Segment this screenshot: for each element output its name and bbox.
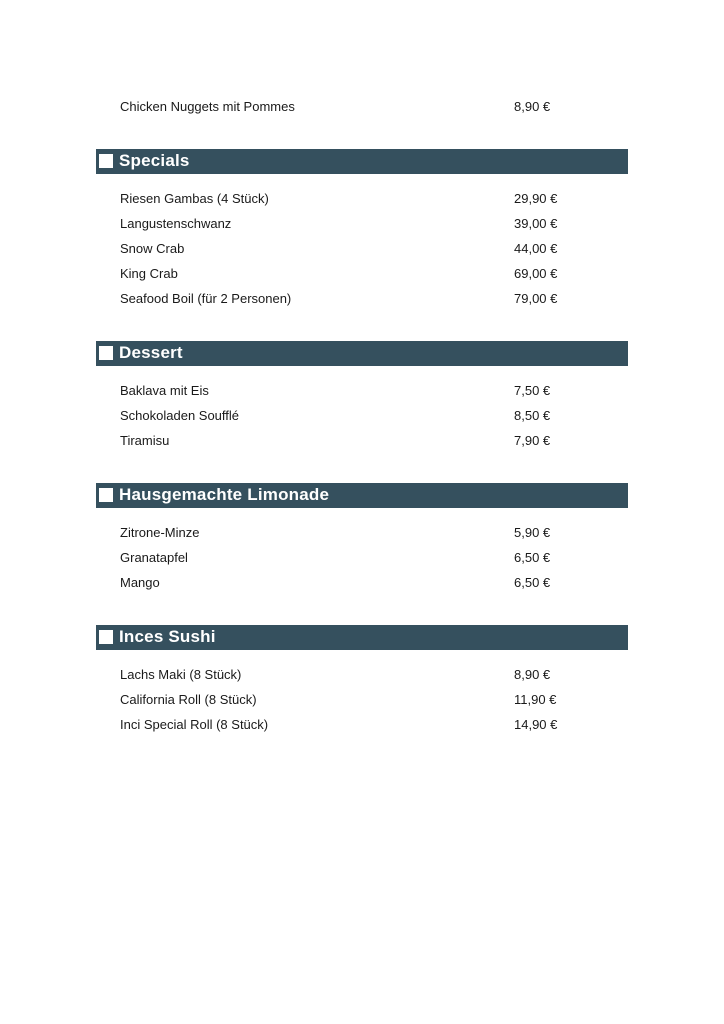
item-name: Seafood Boil (für 2 Personen) bbox=[120, 291, 292, 306]
item-price: 44,00 € bbox=[514, 241, 558, 256]
section-header bbox=[96, 341, 628, 366]
item-price: 79,00 € bbox=[514, 291, 558, 306]
item-name: Inci Special Roll (8 Stück) bbox=[120, 717, 269, 732]
section-header bbox=[96, 483, 628, 508]
item-name: Mango bbox=[120, 575, 160, 590]
menu-item-row bbox=[96, 712, 628, 737]
section-title: Dessert bbox=[119, 343, 183, 362]
menu-item-row bbox=[96, 211, 628, 236]
menu-item-row bbox=[96, 520, 628, 545]
section-items bbox=[96, 508, 628, 595]
menu-item-row bbox=[96, 545, 628, 570]
item-price: 8,90 € bbox=[514, 667, 551, 682]
item-price: 6,50 € bbox=[514, 550, 551, 565]
item-name: Snow Crab bbox=[120, 241, 185, 256]
section-specials bbox=[96, 149, 628, 311]
item-price: 29,90 € bbox=[514, 191, 558, 206]
section-title: Hausgemachte Limonade bbox=[119, 485, 330, 504]
section-dessert bbox=[96, 341, 628, 453]
section-items bbox=[96, 366, 628, 453]
menu-item-row bbox=[96, 261, 628, 286]
square-bullet-icon bbox=[99, 346, 113, 360]
menu-item-row bbox=[96, 186, 628, 211]
item-name: Chicken Nuggets mit Pommes bbox=[120, 99, 295, 114]
item-price: 14,90 € bbox=[514, 717, 558, 732]
section-items bbox=[96, 174, 628, 311]
menu-item-row bbox=[96, 687, 628, 712]
menu-item-row bbox=[96, 428, 628, 453]
item-name: Riesen Gambas (4 Stück) bbox=[120, 191, 269, 206]
item-name: Lachs Maki (8 Stück) bbox=[120, 667, 242, 682]
menu-item-row bbox=[96, 94, 628, 119]
item-name: Schokoladen Soufflé bbox=[120, 408, 240, 423]
section-inces-sushi bbox=[96, 625, 628, 737]
item-price: 7,50 € bbox=[514, 383, 551, 398]
menu-item-row bbox=[96, 378, 628, 403]
item-price: 69,00 € bbox=[514, 266, 558, 281]
section-header bbox=[96, 625, 628, 650]
item-name: California Roll (8 Stück) bbox=[120, 692, 257, 707]
item-price: 7,90 € bbox=[514, 433, 551, 448]
item-price: 8,50 € bbox=[514, 408, 551, 423]
square-bullet-icon bbox=[99, 154, 113, 168]
menu-item-row bbox=[96, 403, 628, 428]
item-name: Zitrone-Minze bbox=[120, 525, 200, 540]
square-bullet-icon bbox=[99, 488, 113, 502]
square-bullet-icon bbox=[99, 630, 113, 644]
item-price: 6,50 € bbox=[514, 575, 551, 590]
section-title: Specials bbox=[119, 151, 190, 170]
item-name: Granatapfel bbox=[120, 550, 188, 565]
menu-item-row bbox=[96, 570, 628, 595]
menu-item-row bbox=[96, 662, 628, 687]
item-price: 11,90 € bbox=[514, 692, 557, 707]
section-items bbox=[96, 650, 628, 737]
menu-item-row bbox=[96, 236, 628, 261]
item-name: Langustenschwanz bbox=[120, 216, 232, 231]
item-name: Baklava mit Eis bbox=[120, 383, 209, 398]
item-price: 39,00 € bbox=[514, 216, 558, 231]
section-title: Inces Sushi bbox=[119, 627, 216, 646]
item-name: Tiramisu bbox=[120, 433, 170, 448]
item-price: 5,90 € bbox=[514, 525, 551, 540]
section-hausgemachte-limonade bbox=[96, 483, 628, 595]
menu-item-row bbox=[96, 286, 628, 311]
section-header bbox=[96, 149, 628, 174]
menu-content bbox=[96, 0, 628, 737]
item-name: King Crab bbox=[120, 266, 178, 281]
item-price: 8,90 € bbox=[514, 99, 551, 114]
